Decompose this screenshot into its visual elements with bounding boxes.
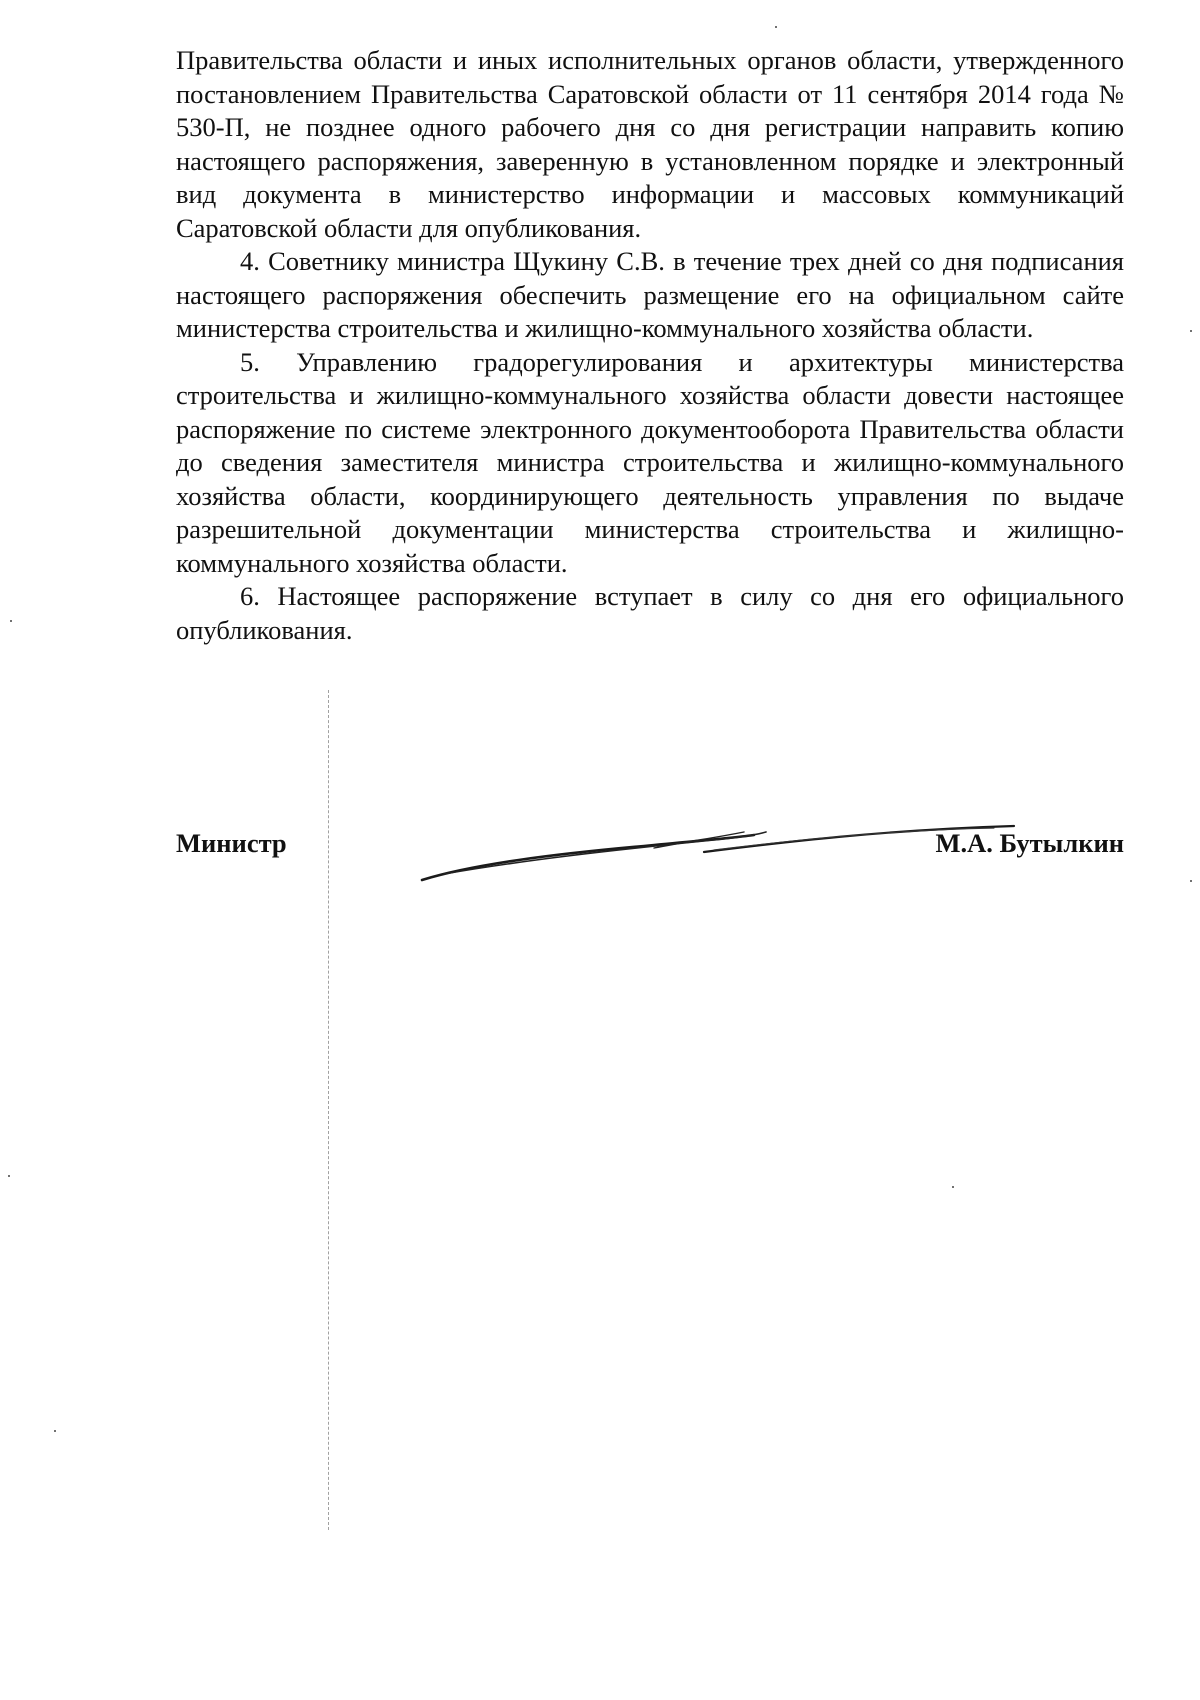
paragraph-item-4: 4. Советнику министра Щукину С.В. в течение трех дней со дня подписания настоящего распоряжения обеспечить размещение его на официальном сайте министерства строительства и жилищно-коммунального хозяйства области. — [176, 246, 1124, 343]
handwritten-signature — [414, 820, 1024, 886]
paragraph-item-5: 5. Управлению градорегулирования и архитектуры министерства строительства и жилищно-коммунального хозяйства области довести настоящее распоряжение по системе электронного документооборота Правительства области до сведения заместителя министра строительства и жилищно-коммунального хозяйства области, координирующего деятельность управления по выдаче разрешительной документации министерства строительства и жилищно-коммунального хозяйства области. — [176, 346, 1124, 578]
scan-speck — [10, 620, 12, 622]
signature-block — [176, 820, 1124, 890]
paragraph-continuation: Правительства области и иных исполнительных органов области, утвержденного постановлением Правительства Саратовской области от 11 сентября 2014 года № 530-П, не позднее одного рабочего дня со дня регистрации направить копию настоящего распоряжения, заверенную в установленном порядке и электронный вид документа в министерство информации и массовых коммуникаций Саратовской области для опубликования. — [176, 45, 1124, 243]
scan-speck — [54, 1430, 56, 1432]
scan-speck — [8, 1175, 10, 1177]
paragraph-item-6: 6. Настоящее распоряжение вступает в силу со дня его официального опубликования. — [176, 581, 1124, 645]
scan-speck — [952, 1186, 954, 1188]
scan-speck — [1190, 880, 1192, 882]
signatory-name: М.А. Бутылкин — [935, 828, 1124, 858]
document-body — [176, 44, 1124, 647]
scan-artifact-line — [328, 690, 329, 1530]
scan-speck — [1190, 330, 1192, 332]
signatory-role: Министр — [176, 828, 287, 858]
scan-speck — [775, 26, 777, 28]
